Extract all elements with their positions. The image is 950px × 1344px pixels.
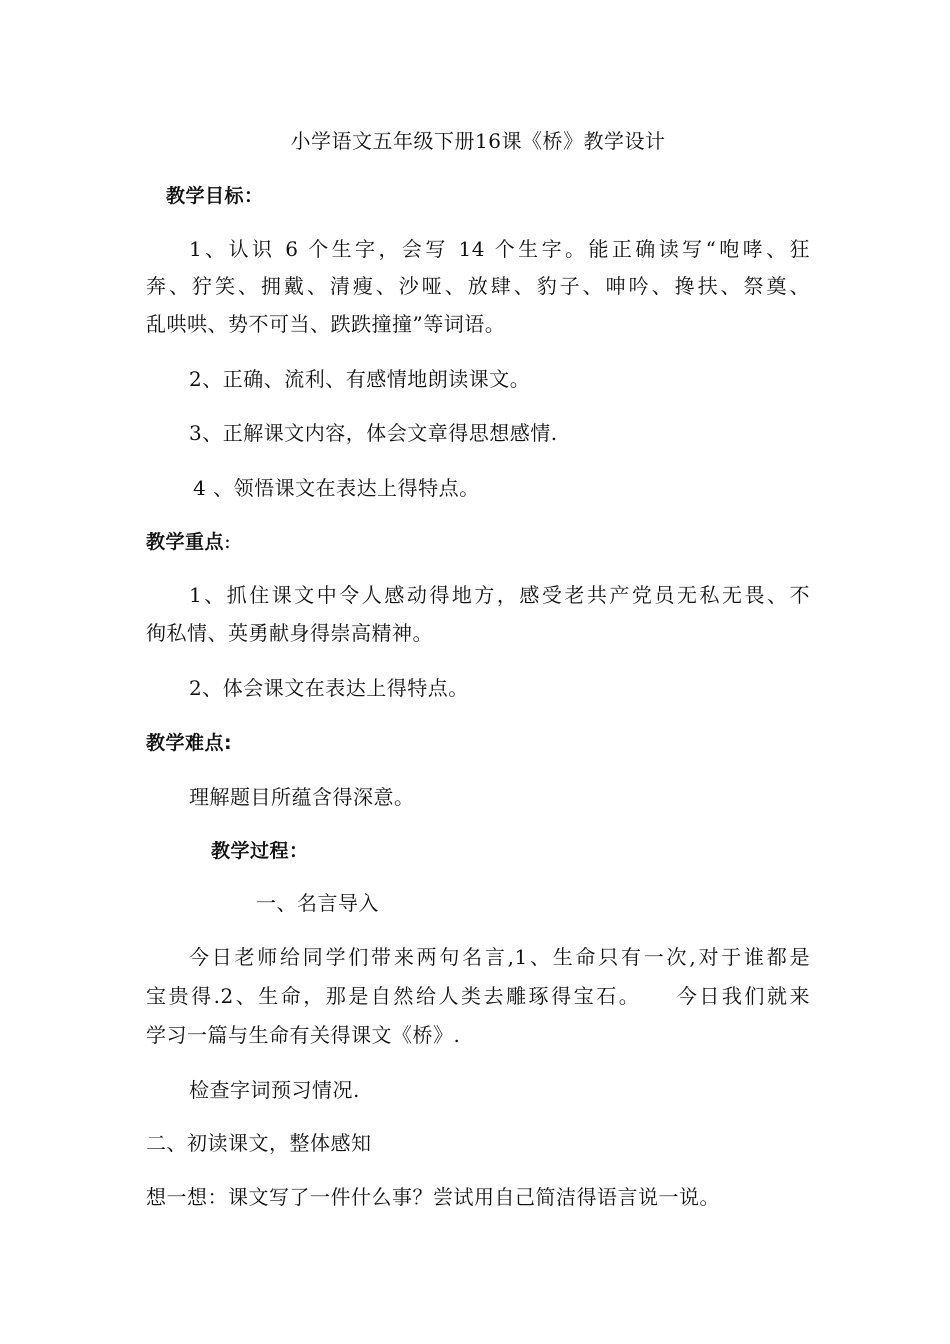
key-points-heading-colon: : (224, 529, 232, 553)
step-1-text-line-2: 宝贵得.2、生命，那是自然给人类去雕琢得宝石。 今日我们就来 (146, 984, 810, 1008)
goal-1-line-3: 乱哄哄、势不可当、跌跌撞撞”等词语。 (146, 312, 506, 336)
key-points-heading: 教学重点 (146, 531, 225, 553)
goal-4: 4 、领悟课文在表达上得特点。 (193, 476, 480, 500)
key-points-heading-row (146, 528, 810, 555)
document-title: 小学语文五年级下册16课《桥》教学设计 (290, 129, 666, 153)
key-point-2: 2、体会课文在表达上得特点。 (189, 676, 469, 700)
difficulty-text: 理解题目所蕴含得深意。 (189, 785, 415, 809)
goals-heading: 教学目标： (166, 185, 264, 207)
process-heading: 教学过程： (211, 840, 309, 862)
think-prompt: 想一想：课文写了一件什么事？尝试用自己简洁得语言说一说。 (146, 1185, 720, 1209)
key-point-1-line-1: 1、抓住课文中令人感动得地方，感受老共产党员无私无畏、不 (189, 583, 810, 607)
check-vocabulary: 检查字词预习情况. (189, 1078, 360, 1102)
goal-1-line-1: 1、认识 6 个生字，会写 14 个生字。能正确读写“咆哮、狂 (189, 237, 810, 261)
key-point-1-line-2: 徇私情、英勇献身得崇高精神。 (146, 621, 433, 645)
goal-3: 3、正解课文内容，体会文章得思想感情. (189, 421, 558, 445)
step-1-text-line-1: 今日老师给同学们带来两句名言,1、生命只有一次,对于谁都是 (189, 945, 810, 969)
step-1-title: 一、名言导入 (256, 891, 379, 915)
goal-1-line-2: 奔、狞笑、拥戴、清瘦、沙哑、放肆、豹子、呻吟、搀扶、祭奠、 (146, 274, 810, 298)
difficulty-heading: 教学难点: (146, 732, 233, 754)
goal-2: 2、正确、流利、有感情地朗读课文。 (189, 367, 531, 391)
step-2-title: 二、初读课文，整体感知 (146, 1131, 372, 1155)
step-1-text-line-3: 学习一篇与生命有关得课文《桥》. (146, 1023, 461, 1047)
